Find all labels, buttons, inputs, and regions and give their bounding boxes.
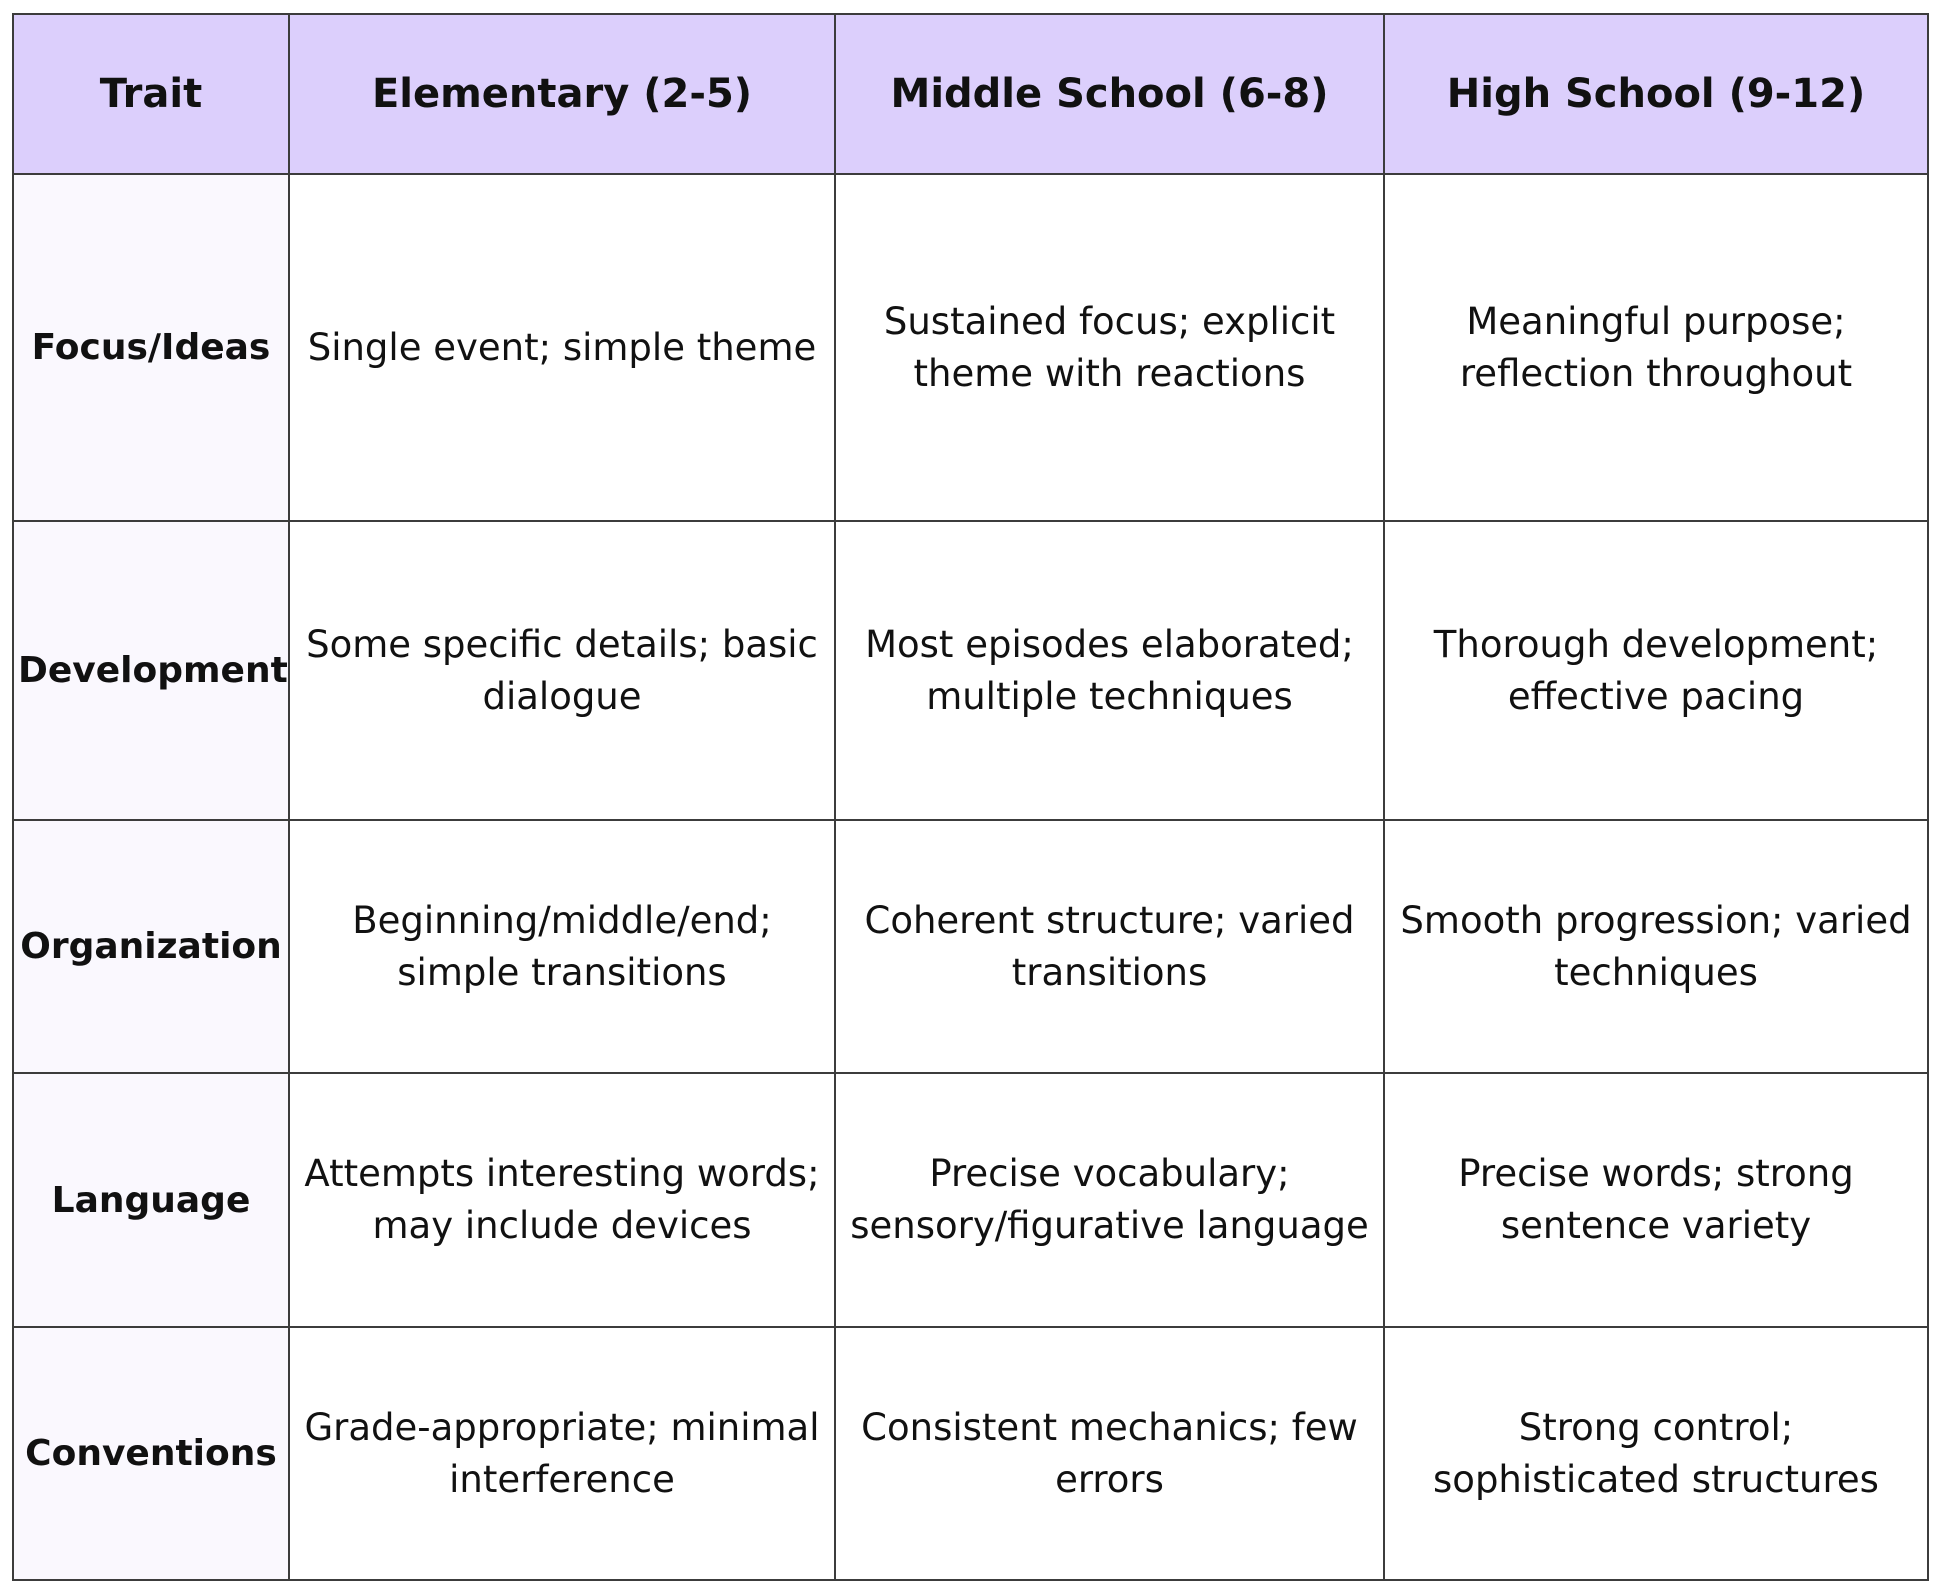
table-row [13, 521, 1928, 820]
trait-label: Language [13, 1073, 289, 1327]
table-row [13, 1073, 1928, 1327]
table-row [13, 1327, 1928, 1580]
table-header [13, 14, 1928, 174]
trait-label: Focus/Ideas [13, 174, 289, 521]
high-school-cell: Strong control; sophisticated structures [1384, 1327, 1928, 1580]
header-trait: Trait [13, 14, 289, 174]
table-row [13, 820, 1928, 1073]
elementary-cell: Grade-appropriate; minimal interference [289, 1327, 835, 1580]
elementary-cell: Attempts interesting words; may include devices [289, 1073, 835, 1327]
header-high-school: High School (9-12) [1384, 14, 1928, 174]
table-body [13, 174, 1928, 1580]
rubric-table [12, 13, 1929, 1581]
trait-label: Organization [13, 820, 289, 1073]
high-school-cell: Meaningful purpose; reflection throughout [1384, 174, 1928, 521]
middle-school-cell: Coherent structure; varied transitions [835, 820, 1384, 1073]
middle-school-cell: Most episodes elaborated; multiple techniques [835, 521, 1384, 820]
middle-school-cell: Precise vocabulary; sensory/figurative language [835, 1073, 1384, 1327]
middle-school-cell: Consistent mechanics; few errors [835, 1327, 1384, 1580]
high-school-cell: Thorough development; effective pacing [1384, 521, 1928, 820]
table-row [13, 174, 1928, 521]
header-row [13, 14, 1928, 174]
elementary-cell: Some specific details; basic dialogue [289, 521, 835, 820]
trait-label: Development [13, 521, 289, 820]
trait-label: Conventions [13, 1327, 289, 1580]
elementary-cell: Beginning/middle/end; simple transitions [289, 820, 835, 1073]
header-middle-school: Middle School (6-8) [835, 14, 1384, 174]
high-school-cell: Smooth progression; varied techniques [1384, 820, 1928, 1073]
elementary-cell: Single event; simple theme [289, 174, 835, 521]
high-school-cell: Precise words; strong sentence variety [1384, 1073, 1928, 1327]
middle-school-cell: Sustained focus; explicit theme with reactions [835, 174, 1384, 521]
header-elementary: Elementary (2-5) [289, 14, 835, 174]
